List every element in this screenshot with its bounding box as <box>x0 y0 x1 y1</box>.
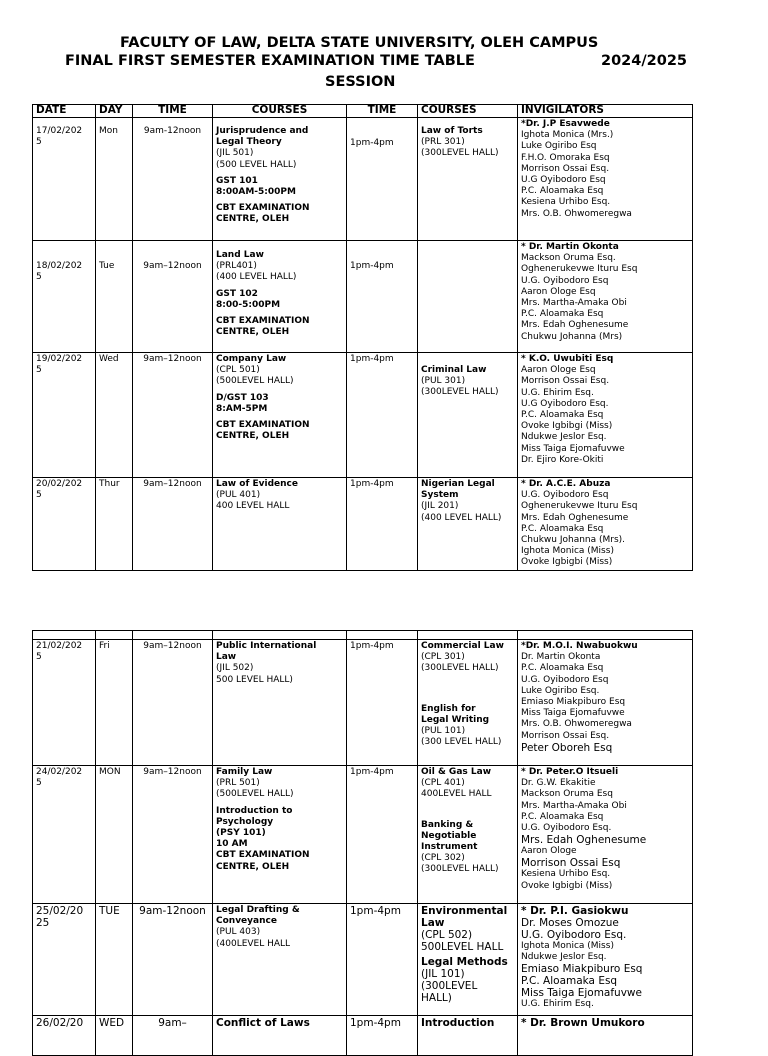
invigilator-list-large: Mrs. Edah Oghenesume <box>521 834 647 847</box>
invigilator-list: Dr. Martin Okonta P.C. Aloamaka Esq U.G. Oyibodoro Esq Luke Ogiribo Esq. Emiaso Miakpiburo Esq Miss Taiga Ejomafuvwe Mrs. O.B. Ohwomeregwa Morrison Ossai Esq. <box>521 652 632 741</box>
course-hall: 500 LEVEL HALL) <box>216 674 293 685</box>
course-code: (CPL 501) <box>216 365 260 376</box>
day-cell: WED <box>96 1016 133 1056</box>
course-code: (PUL 403) <box>216 927 261 938</box>
course-title: Oil & Gas Law <box>421 767 492 777</box>
session-year: 2024/2025 <box>601 53 688 69</box>
chief-invigilator: * Dr. Peter.O Itsueli <box>521 767 619 777</box>
chief-invigilator: * Dr. A.C.E. Abuza <box>521 479 611 489</box>
course-title: Nigerian Legal System <box>421 479 495 501</box>
course-title: Legal Drafting & Conveyance <box>216 905 300 927</box>
am-time-cell: 9am–12noon <box>133 766 213 904</box>
session-label: SESSION <box>325 74 396 90</box>
am-course-cell <box>213 118 347 241</box>
day-cell: Wed <box>96 353 133 478</box>
course-title: Law of Evidence <box>216 479 298 489</box>
empty-header-cell <box>347 631 418 640</box>
invigilator-list-large-2: Emiaso Miakpiburo Esq P.C. Aloamaka Esq Miss Taiga Ejomafuvwe <box>521 963 643 1000</box>
course-hall: (400LEVEL HALL <box>216 938 291 949</box>
table-row <box>33 640 693 766</box>
timetable-part-2 <box>32 630 693 1056</box>
course-code: (PRL401) <box>216 261 257 272</box>
am-time-cell: 9am-12noon <box>133 118 213 241</box>
course-code: (PUL 301) <box>421 376 466 387</box>
chief-invigilator: * Dr. P.I. Gasiokwu <box>521 905 629 917</box>
invigilator-list-large: Peter Oboreh Esq <box>521 741 613 754</box>
course-hall-2: (300LEVEL HALL) <box>421 864 499 875</box>
date-cell: 18/02/202 5 <box>33 241 96 353</box>
table-row <box>33 118 693 241</box>
pm-course-cell <box>418 640 518 766</box>
pm-course-cell <box>418 353 518 478</box>
course-hall: (500 LEVEL HALL) <box>216 159 297 170</box>
course-title-2: English for Legal Writing <box>421 703 490 725</box>
invigilator-list: Dr. G.W. Ekakitie Mackson Oruma Esq Mrs. Martha-Amaka Obi P.C. Aloamaka Esq U.G. Oyibodoro Esq. <box>521 778 627 834</box>
course-title: Land Law <box>216 250 264 260</box>
cbt-centre: CBT EXAMINATION CENTRE, OLEH <box>216 316 310 338</box>
col-courses-pm: COURSES <box>418 105 518 118</box>
table-row <box>33 478 693 571</box>
invigilator-list: U.G. Oyibodoro Esq Oghenerukevwe Ituru Esq Mrs. Edah Oghenesume P.C. Aloamaka Esq Chukwu Johanna (Mrs). Ighota Monica (Miss) Ovoke Igbigbi (Miss) <box>521 490 638 568</box>
course-title: Commercial Law <box>421 641 504 651</box>
am-course-cell <box>213 904 347 1016</box>
course-code: (PRL 301) <box>421 137 465 148</box>
table-row <box>33 353 693 478</box>
course-code-2: (PUL 101) <box>421 726 466 737</box>
pm-course-cell: Introduction <box>418 1016 518 1056</box>
course-hall: (300LEVEL HALL) <box>421 663 499 674</box>
invigilator-list: Mackson Oruma Esq. Oghenerukevwe Ituru Esq U.G. Oyibodoro Esq Aaron Ologe Esq Mrs. Martha-Amaka Obi P.C. Aloamaka Esq Mrs. Edah Oghenesume Chukwu Johanna (Mrs) <box>521 253 638 342</box>
course-hall: 500LEVEL HALL <box>421 941 504 953</box>
course-code: (CPL 502) <box>421 929 473 941</box>
invigilators-cell <box>518 766 693 904</box>
course-code: (JIL 201) <box>421 501 459 512</box>
date-cell: 25/02/20 25 <box>33 904 96 1016</box>
col-invigilators: INVIGILATORS <box>518 105 693 118</box>
am-course-cell <box>213 241 347 353</box>
am-time-cell: 9am–12noon <box>133 353 213 478</box>
col-day: DAY <box>96 105 133 118</box>
empty-header-cell <box>33 631 96 640</box>
day-cell: Thur <box>96 478 133 571</box>
pm-course-cell <box>418 766 518 904</box>
course-code-2: (JIL 101) <box>421 968 465 980</box>
am-course-cell <box>213 478 347 571</box>
pm-time-cell: 1pm-4pm <box>347 118 418 241</box>
col-time-pm: TIME <box>347 105 418 118</box>
col-time-am: TIME <box>133 105 213 118</box>
invigilator-list-2: U.G. Ehirim Esq. <box>521 999 594 1010</box>
course-extra: Introduction to Psychology (PSY 101) 10 AM CBT EXAMINATION CENTRE, OLEH <box>216 805 310 872</box>
course-title: Environmental Law <box>421 905 508 929</box>
course-title: Law of Torts <box>421 126 483 136</box>
chief-invigilator: * Dr. Brown Umukoro <box>518 1016 693 1056</box>
cbt-centre: CBT EXAMINATION CENTRE, OLEH <box>216 420 310 442</box>
course-hall: (400 LEVEL HALL) <box>421 512 502 523</box>
pm-course-cell <box>418 904 518 1016</box>
invigilators-cell <box>518 118 693 241</box>
pm-time-cell: 1pm-4pm <box>347 640 418 766</box>
course-hall: (500LEVEL HALL) <box>216 789 294 800</box>
timetable-part-1 <box>32 104 693 571</box>
course-extra: GST 102 8:00-5:00PM <box>216 288 281 310</box>
table-header-row-empty <box>33 631 693 640</box>
am-time-cell: 9am–12noon <box>133 241 213 353</box>
course-hall: 400LEVEL HALL <box>421 789 492 800</box>
page-title: FACULTY OF LAW, DELTA STATE UNIVERSITY, OLEH CAMPUS <box>120 35 599 51</box>
day-cell: Fri <box>96 640 133 766</box>
date-cell: 24/02/202 5 <box>33 766 96 904</box>
invigilator-list-large-2: Morrison Ossai Esq <box>521 857 621 870</box>
am-course-cell <box>213 766 347 904</box>
invigilators-cell <box>518 241 693 353</box>
course-code: (JIL 501) <box>216 148 254 159</box>
day-cell: MON <box>96 766 133 904</box>
chief-invigilator: * K.O. Uwubiti Esq <box>521 354 614 364</box>
date-cell: 21/02/202 5 <box>33 640 96 766</box>
course-hall: (300LEVEL HALL) <box>421 148 499 159</box>
course-title: Company Law <box>216 354 287 364</box>
course-code: (PRL 501) <box>216 778 260 789</box>
am-course-cell: Conflict of Laws <box>213 1016 347 1056</box>
course-hall: 400 LEVEL HALL <box>216 501 290 512</box>
col-courses-am: COURSES <box>213 105 347 118</box>
invigilators-cell <box>518 353 693 478</box>
pm-time-cell: 1pm-4pm <box>347 766 418 904</box>
pm-course-cell <box>418 478 518 571</box>
am-time-cell: 9am-12noon <box>133 904 213 1016</box>
pm-course-cell <box>418 118 518 241</box>
course-hall: (300LEVEL HALL) <box>421 387 499 398</box>
am-course-cell <box>213 353 347 478</box>
day-cell: Tue <box>96 241 133 353</box>
course-title: Public International Law <box>216 641 317 663</box>
course-title-2: Banking & Negotiable Instrument <box>421 819 478 853</box>
course-code: (CPL 301) <box>421 652 465 663</box>
pm-time-cell: 1pm-4pm <box>347 353 418 478</box>
invigilator-list: Ighota Monica (Mrs.) Luke Ogiribo Esq F.H.O. Omoraka Esq Morrison Ossai Esq. U.G Oyibodoro Esq P.C. Aloamaka Esq Kesiena Urhibo Esq. Mrs. O.B. Ohwomeregwa <box>521 130 632 219</box>
invigilator-list: Ighota Monica (Miss) Ndukwe Jeslor Esq. <box>521 941 614 963</box>
date-cell: 20/02/202 5 <box>33 478 96 571</box>
am-time-cell: 9am–12noon <box>133 640 213 766</box>
date-cell: 26/02/20 <box>33 1016 96 1056</box>
date-cell: 17/02/202 5 <box>33 118 96 241</box>
date-cell: 19/02/202 5 <box>33 353 96 478</box>
course-extra: D/GST 103 8:AM-5PM <box>216 392 269 414</box>
course-code: (CPL 401) <box>421 778 465 789</box>
invigilators-cell <box>518 640 693 766</box>
cbt-centre: CBT EXAMINATION CENTRE, OLEH <box>216 203 310 225</box>
day-cell: TUE <box>96 904 133 1016</box>
course-code: (PUL 401) <box>216 490 261 501</box>
course-title: Family Law <box>216 767 273 777</box>
course-code: (JIL 502) <box>216 663 254 674</box>
course-title-2: Legal Methods <box>421 956 508 968</box>
pm-time-cell: 1pm-4pm <box>347 904 418 1016</box>
pm-time-cell: 1pm-4pm <box>347 241 418 353</box>
table-row <box>33 904 693 1016</box>
table-row <box>33 1016 693 1056</box>
invigilator-list-large: Dr. Moses Omozue U.G. Oyibodoro Esq. <box>521 917 627 941</box>
chief-invigilator: *Dr. J.P Esavwede <box>521 119 610 129</box>
course-title: Jurisprudence and Legal Theory <box>216 126 309 148</box>
course-extra: GST 101 8:00AM-5:00PM <box>216 175 296 198</box>
pm-course-cell <box>418 241 518 353</box>
course-title: Criminal Law <box>421 365 487 375</box>
am-course-cell <box>213 640 347 766</box>
course-hall: (500LEVEL HALL) <box>216 376 294 387</box>
col-date: DATE <box>33 105 96 118</box>
am-time-cell: 9am– <box>133 1016 213 1056</box>
empty-header-cell <box>133 631 213 640</box>
invigilator-list-3: Kesiena Urhibo Esq. Ovoke Igbigbi (Miss) <box>521 869 613 891</box>
pm-time-cell: 1pm-4pm <box>347 1016 418 1056</box>
table-header-row <box>33 105 693 118</box>
chief-invigilator: * Dr. Martin Okonta <box>521 242 619 252</box>
page-subtitle: FINAL FIRST SEMESTER EXAMINATION TIME TABLE <box>65 53 475 69</box>
am-time-cell: 9am–12noon <box>133 478 213 571</box>
day-cell: Mon <box>96 118 133 241</box>
invigilator-list: Aaron Ologe Esq Morrison Ossai Esq. U.G. Ehirim Esq. U.G Oyibodoro Esq. P.C. Aloamaka Esq Ovoke Igbibgi (Miss) Ndukwe Jeslor Esq. Miss Taiga Ejomafuvwe Dr. Ejiro Kore-Okiti <box>521 365 625 465</box>
pm-time-cell: 1pm-4pm <box>347 478 418 571</box>
course-hall-2: (300LEVEL HALL) <box>421 980 478 1004</box>
table-row <box>33 241 693 353</box>
invigilators-cell <box>518 904 693 1016</box>
table-row <box>33 766 693 904</box>
course-code-2: (CPL 302) <box>421 853 465 864</box>
empty-header-cell <box>518 631 693 640</box>
empty-header-cell <box>213 631 347 640</box>
course-hall: (400 LEVEL HALL) <box>216 272 297 283</box>
empty-header-cell <box>96 631 133 640</box>
course-hall-2: (300 LEVEL HALL) <box>421 737 502 748</box>
chief-invigilator: *Dr. M.O.I. Nwabuokwu <box>521 641 638 651</box>
invigilator-list-2: Aaron Ologe <box>521 846 577 857</box>
empty-header-cell <box>418 631 518 640</box>
invigilators-cell <box>518 478 693 571</box>
